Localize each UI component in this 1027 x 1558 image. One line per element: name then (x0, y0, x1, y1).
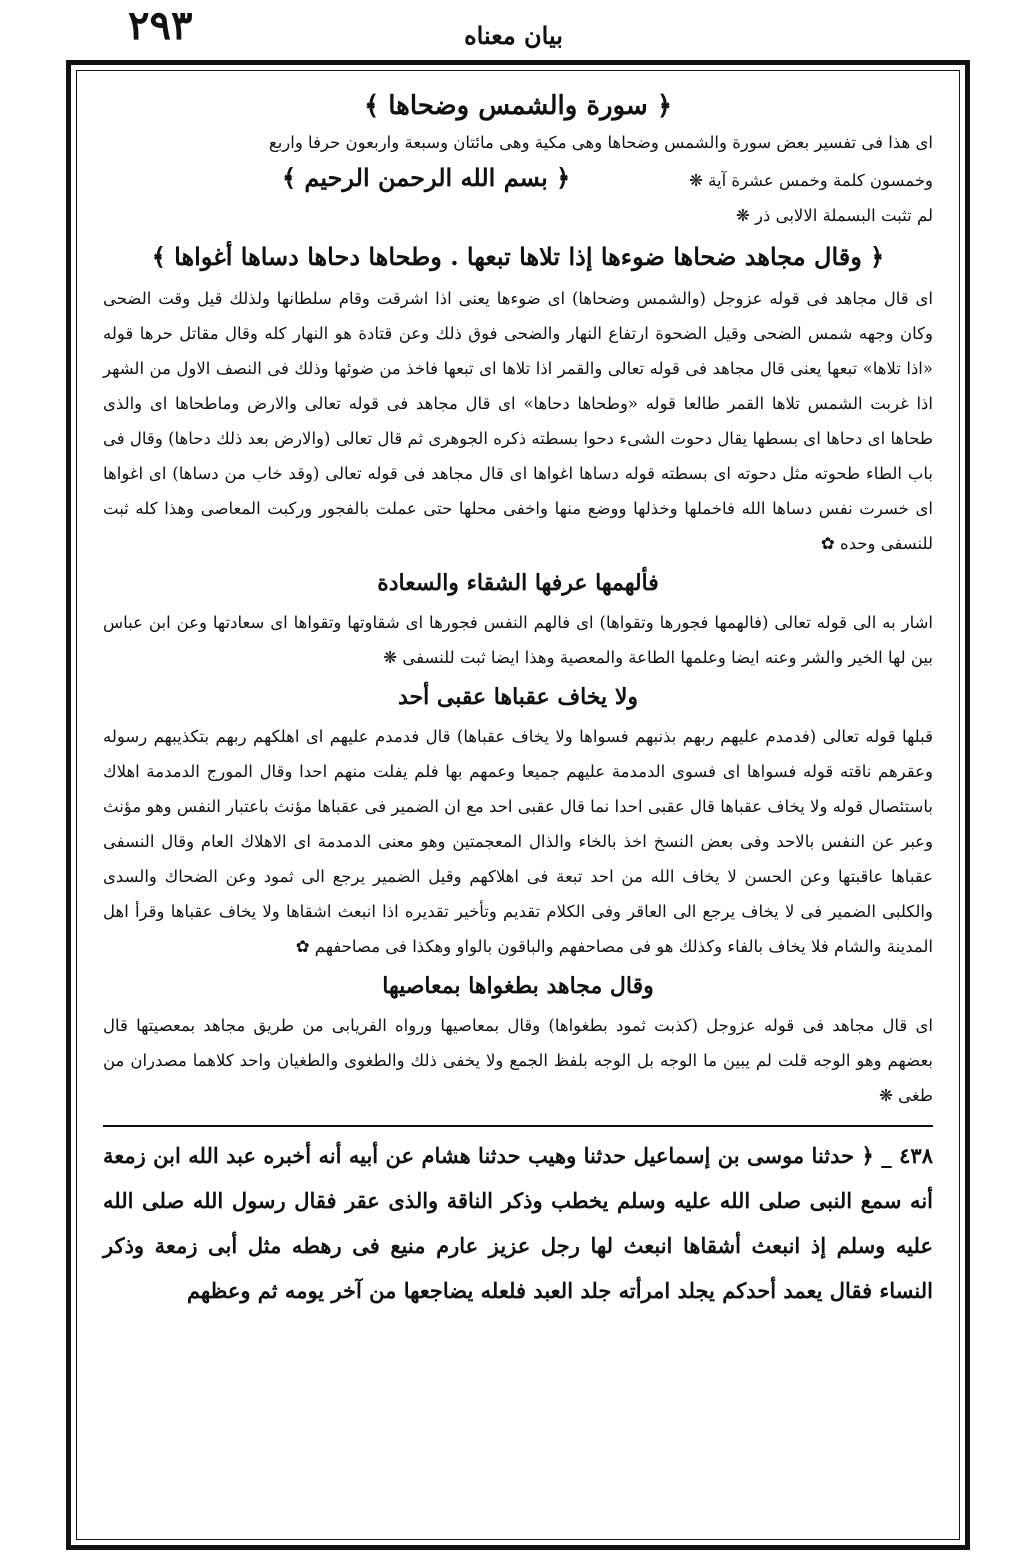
quote-la-yakhafu: ولا يخاف عقباها عقبى أحد (397, 684, 639, 710)
hadith-438: ٤٣٨ _ ﴿ حدثنا موسى بن إسماعيل حدثنا وهيب حدثنا هشام عن أبيه أنه أخبره عبد الله ابن زمعة أنه سمع النبى صلى الله عليه وسلم يخطب وذكر الناقة والذى عقر فقال رسول الله صلى الله عليه وسلم إذ انبعث أشقاها انبعث لها رجل عزيز عارم منيع فى رهطه مثل أبى زمعة وذكر النساء فقال يعمد أحدكم يجلد امرأته جلد العبد فلعله يضاجعها من آخر يومه ثم وعظهم (103, 1143, 933, 1303)
quote-bitaghwaha: وقال مجاهد بطغواها بمعاصيها (382, 973, 654, 999)
running-title: بيان معناه (464, 21, 563, 50)
page-frame (66, 60, 970, 1550)
intro-continuation: وخمسون كلمة وخمس عشرة آية ❋ (689, 171, 933, 190)
page-number: ٢٩٣ (128, 2, 193, 49)
quote-alhamaha: فألهمها عرفها الشقاء والسعادة (377, 570, 659, 596)
quote-mujahid-duhaha: ﴿ وقال مجاهد ضحاها ضوءها إذا تلاها تبعها . وطحاها دحاها دساها أغواها ﴾ (151, 242, 885, 271)
intro-paragraph: اى هذا فى تفسير بعض سورة والشمس وضحاها وهى مكية وهى مائتان وسبعة واربعون حرفا واربع (268, 133, 933, 152)
commentary-paragraph-1: اى قال مجاهد فى قوله عزوجل (والشمس وضحاها) اى ضوءها يعنى اذا اشرقت وقام سلطانها ولذلك قيل وقت الضحى وكان وجهه شمس الضحى وقيل الضحوة ارتفاع النهار والضحى فوق ذلك وعن قتادة هو النهار كله وقال مقاتل حرها قوله «اذا تلاها» تبعها يعنى قال مجاهد فى قوله تعالى والقمر اذا تلاها اى تبعها فاخذ من ضوئها وذلك فى النصف الاول من الشهر اذا غربت الشمس تلاها القمر طالعا قوله «وطحاها دحاها» اى قال مجاهد فى قوله تعالى والارض وماطحاها اى والذى طحاها اى دحاها اى بسطها يقال دحوت الشىء دحوا بسطته ذكره الجوهرى ثم قال تعالى (والارض بعد ذلك دحاها) وقال فى باب الطاء طحوته مثل دحوته اى بسطته قوله دساها اغواها اى قال مجاهد فى قوله تعالى (وقد خاب من دساها) اى اغواها اى خسرت نفس دساها الله فاخملها وخذلها ووضع منها واخفى محلها حتى عملت بالفجور وركبت المعاصى وهذا كله ثبت للنسفى وحده ✿ (103, 289, 933, 553)
basmala-note: لم تثبت البسملة الالابى ذر ❋ (735, 206, 933, 225)
commentary-paragraph-4: اى قال مجاهد فى قوله عزوجل (كذبت ثمود بطغواها) وقال بمعاصيها ورواه الفريابى من طريق مجاهد بمعصيتها قال بعضهم وهو الوجه قلت لم يبين ما الوجه بل الوجه بلفظ الجمع ولا يخفى ذلك والطغوى والطغيان واحد كلاهما مصدران من طغى ❋ (103, 1016, 934, 1105)
commentary-paragraph-2: اشار به الى قوله تعالى (فالهمها فجورها وتقواها) اى فالهم النفس فجورها اى شقاوتها وتقواها اى سعادتها وعن ابن عباس بين لها الخير والشر وعنه ايضا وعلمها الطاعة والمعصية وهذا ايضا ثبت للنسفى ❋ (103, 613, 933, 667)
hadith-divider (103, 1125, 933, 1127)
basmala: ﴿ بسم الله الرحمن الرحيم ﴾ (281, 163, 571, 192)
text-block (76, 70, 960, 1540)
surah-title: ﴿ سورة والشمس وضحاها ﴾ (363, 91, 673, 121)
commentary-paragraph-3: قبلها قوله تعالى (فدمدم عليهم ربهم بذنبهم فسواها ولا يخاف عقباها) قال فدمدم عليهم اى اهلكهم ربهم بتكذيبهم رسوله وعقرهم ناقته قوله فسواها اى فسوى الدمدمة عليهم جميعا وعمهم بها فلم يفلت منهم احدا وقال المورج الدمدمة اهلاك باستئصال قوله ولا يخاف عقباها قال عقبى احدا نما قال عقبى احد مع ان الضمير فى عقباها مؤنث باعتبار النفس وهو مؤنث وعبر عن النفس بالاحد وفى بعض النسخ اخذ بالخاء والذال المعجمتين وهو معنى الدمدمة اى الاهلاك العام وقال النسفى عقباها عاقبتها وعن الحسن لا يخاف الله من احد تبعة فى اهلاكهم وقيل الضمير يرجع الى ثمود وعن الضحاك والسدى والكلبى الضمير فى لا يخاف يرجع الى العاقر وفى الكلام تقديم وتأخير تقديره اذا انبعث اشقاها ولا يخاف عقباها وقرأ اهل المدينة والشام فلا يخاف بالفاء وكذلك هو فى مصاحفهم والباقون بالواو وهكذا فى مصاحفهم ✿ (103, 727, 933, 956)
intro-line (103, 160, 933, 198)
